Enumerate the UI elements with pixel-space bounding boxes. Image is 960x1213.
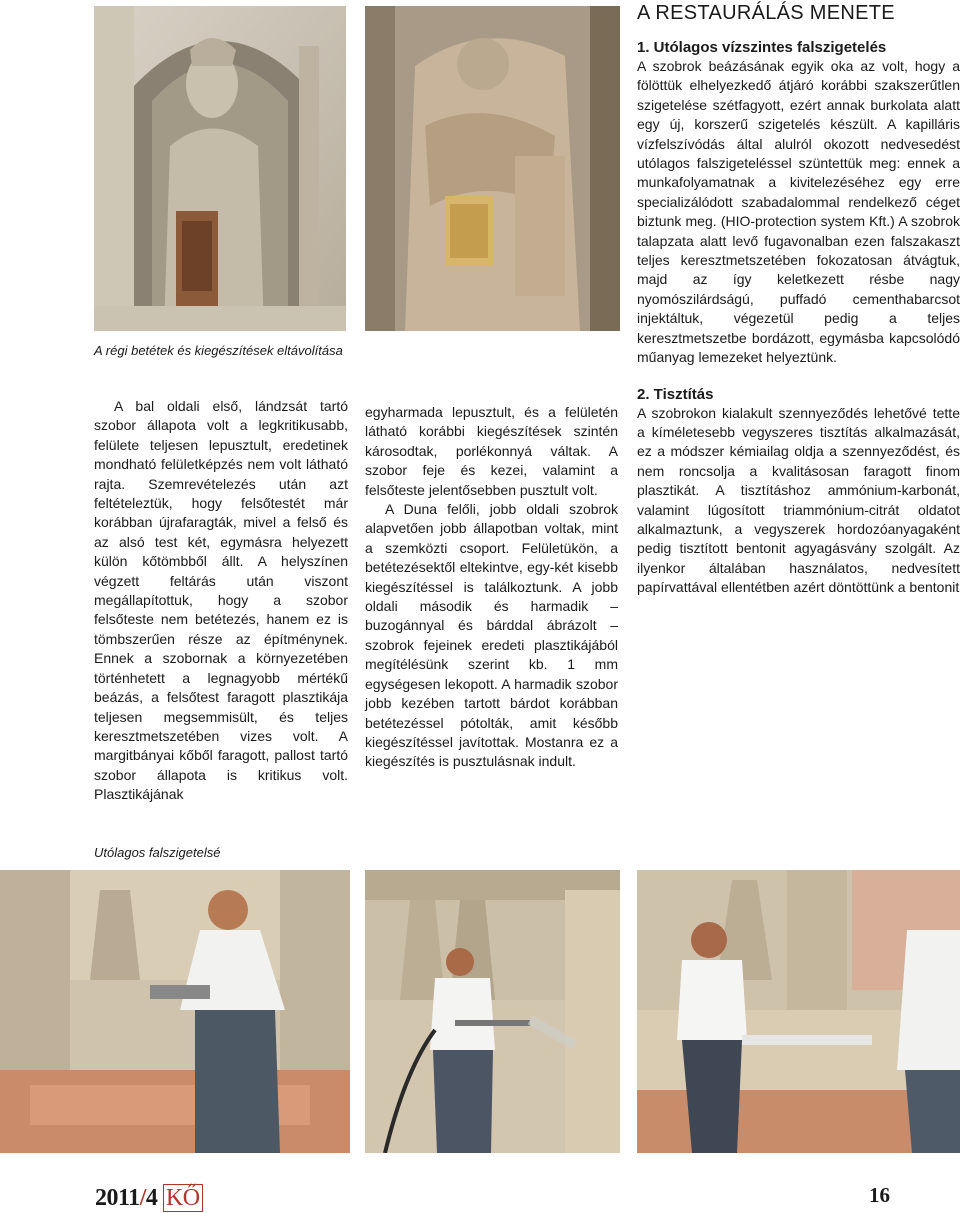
photo-statue-lance (94, 6, 346, 331)
middle-paragraph-2: A Duna felőli, jobb oldali szobrok alapvetően jobb állapotban voltak, mint a szemközti csoport. Felületükön, a betétezésektől eltekintve, egy-két kisebb kiegészítéssel is találkoztunk. A jobb oldali második és harmadik – buzogánnyal és bárddal ábrázolt – szobrok fejeinek eredeti plasztikájából megítélésünk szerint kb. 1 mm egységesen lekopott. A harmadik szobor jobb kezében tartott bárdot korábban betétezéssel pótolták, amit később kiegészítéssel javítottak. Mostanra ez a kiegészítés is pusztulásnak indult. (365, 501, 618, 770)
right-column-text (637, 38, 960, 598)
left-column-text (94, 397, 348, 805)
photo-worker-drilling (365, 870, 620, 1153)
section-1-heading: 1. Utólagos vízszintes falszigetelés (637, 39, 887, 56)
caption-damp-proofing: Utólagos falszigetelsé (94, 845, 221, 860)
section-title: A RESTAURÁLÁS MENETE (637, 2, 895, 24)
photo-statue-detail (365, 6, 620, 331)
middle-column-text (365, 403, 618, 772)
photo-workers-installing (637, 870, 960, 1153)
caption-old-inserts: A régi betétek és kiegészítések eltávolítása (94, 343, 343, 358)
page-number: 16 (869, 1183, 890, 1207)
section-2-text: A szobrokon kialakult szennyeződés lehetővé tette a kíméletesebb vegyszeres tisztítás alkalmazását, ez a módszer kémiailag oldja a szennyeződést, és nem roncsolja a kvalitásosan faragott finom plasztikát. A tisztításhoz ammónium-karbonát, valamint lúgosított triammónium-citrát oldatot alkalmaztunk, a vegyszerek hordozóanyagaként pedig tisztított bentonit agyagásvány szolgált. Az ilyenkor általában használatos, nedvesített papírvattával ellentétben azért döntöttünk a bentonit (637, 404, 960, 596)
middle-paragraph-1: egyharmada lepusztult, és a felületén látható korábbi kiegészítések szintén károsodtak, porlékonnyá váltak. A szobor feje és kezei, valamint a felsőteste jelentősebben pusztult volt. (365, 404, 618, 498)
issue-number: 4 (145, 1185, 158, 1211)
photo-worker-cutting (0, 870, 350, 1153)
issue-label (95, 1185, 203, 1212)
section-1-text: A szobrok beázásának egyik oka az volt, hogy a fölöttük elhelyezkedő átjáró korábbi szakszerűtlen szigetelése szétfagyott, ezért annak burkolata alatt egy új, korszerű szigetelés készült. A kapilláris vízfelszívódás által alulról okozott nedvesedést utólagos falszigeteléssel szüntettük meg: ennek a munkafolyamatnak a kivitelezéséhez egy erre specializálódott szabadalommal rendelkező céget biztunk meg. (HIO-protection system Kft.) A szobrok talapzata alatt levő fugavonalban ezen falszakaszt teljes keresztmetszetében fokozatosan átvágtuk, majd az így keletkezett résbe nagy nyomószilárdságú, puffadó cementhabarcsot injektáltuk, végezetül pedig a teljes keresztmetszetbe bordázott, egymásba kapcsolódó műanyag lemezeket helyeztünk. (637, 58, 960, 366)
section-2-heading: 2. Tisztítás (637, 385, 714, 403)
left-paragraph: A bal oldali első, lándzsát tartó szobor állapota volt a legkritikusabb, felülete teljesen lepusztult, eredetinek mondható felületképzés nem volt látható rajta. Szemrevételezés után azt feltételeztük, hogy felsőtestét már korábban újrafaragták, mivel a felső és az alsó test két, egymásra helyezett külön kőtömbből állt. A helyszínen végzett feltárás után viszont megállapítottuk, hogy a szobor felsőteste nem betétezés, hanem ez is tömbszerűen része az építménynek. Ennek a szobornak a környezetében történhetett a legnagyobb mértékű beázás, a felsőtest faragott plasztikája teljesen megsemmisült, és teljes keresztmetszetében vizes volt. A margitbányai kőből faragott, pallost tartó szobor állapota is kritikus volt. Plasztikájának (94, 398, 348, 803)
issue-slash: / (139, 1185, 146, 1211)
issue-year: 2011 (95, 1185, 140, 1211)
magazine-logo: KŐ (163, 1184, 203, 1212)
